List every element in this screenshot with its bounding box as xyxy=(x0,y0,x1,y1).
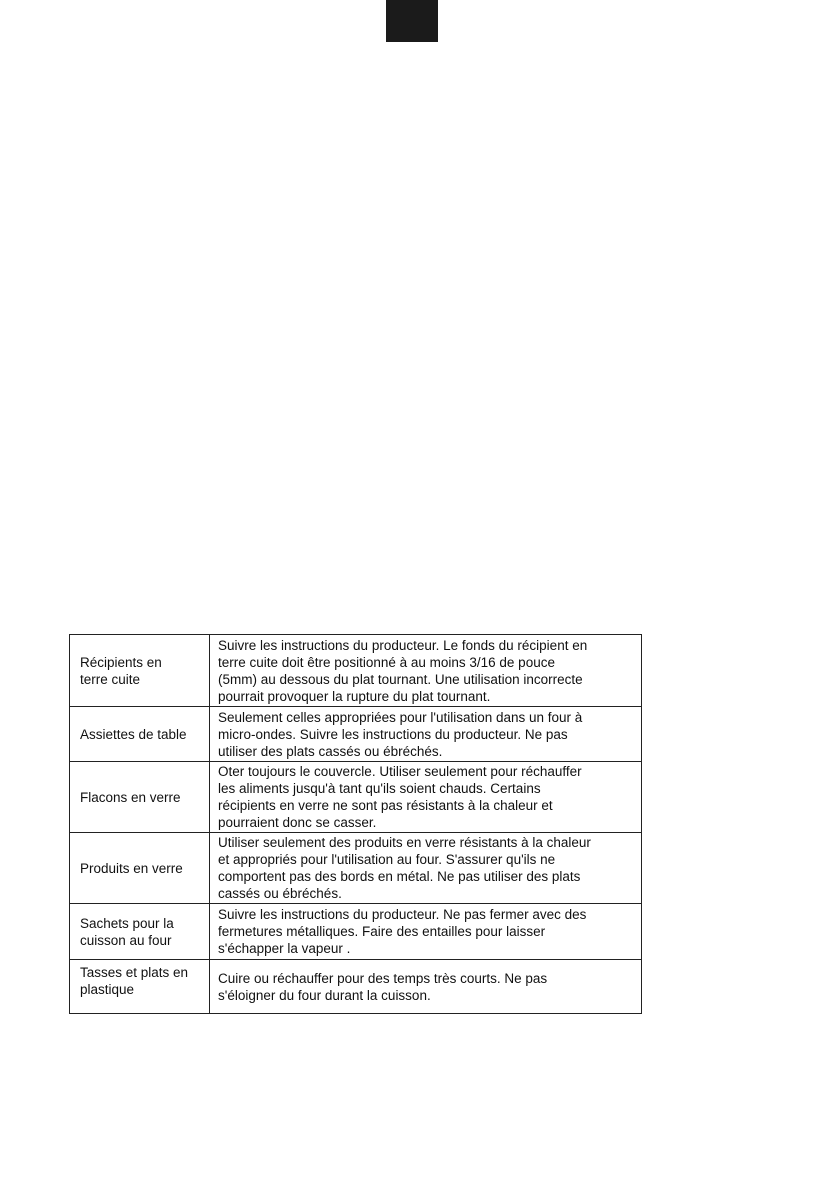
table-row xyxy=(70,707,642,762)
table-row xyxy=(70,960,642,1014)
cookware-table-container xyxy=(69,634,641,1014)
instructions-cell: Seulement celles appropriées pour l'utilisation dans un four à micro-ondes. Suivre les instructions du producteur. Ne pas utiliser des plats cassés ou ébréchés. xyxy=(210,707,642,762)
instructions-cell: Utiliser seulement des produits en verre résistants à la chaleur et appropriés pour l'utilisation au four. S'assurer qu'ils ne comportent pas des bords en métal. Ne pas utiliser des plats cassés ou ébréchés. xyxy=(210,833,642,904)
material-cell: Produits en verre xyxy=(70,833,210,904)
page-tab-marker xyxy=(386,0,438,42)
table-row xyxy=(70,904,642,960)
instructions-cell: Cuire ou réchauffer pour des temps très courts. Ne pas s'éloigner du four durant la cuisson. xyxy=(210,960,642,1014)
table-row xyxy=(70,635,642,707)
instructions-cell: Oter toujours le couvercle. Utiliser seulement pour réchauffer les aliments jusqu'à tant qu'ils soient chauds. Certains récipients en verre ne sont pas résistants à la chaleur et pourraient donc se casser. xyxy=(210,762,642,833)
table-row xyxy=(70,833,642,904)
table-row xyxy=(70,762,642,833)
instructions-cell: Suivre les instructions du producteur. Le fonds du récipient en terre cuite doit être positionné à au moins 3/16 de pouce (5mm) au dessous du plat tournant. Une utilisation incorrecte pourrait provoquer la rupture du plat tournant. xyxy=(210,635,642,707)
material-cell: Assiettes de table xyxy=(70,707,210,762)
instructions-cell: Suivre les instructions du producteur. Ne pas fermer avec des fermetures métalliques. Faire des entailles pour laisser s'échapper la vapeur . xyxy=(210,904,642,960)
material-cell: Sachets pour la cuisson au four xyxy=(70,904,210,960)
material-cell: Tasses et plats en plastique xyxy=(70,960,210,1014)
cookware-table xyxy=(69,634,642,1014)
material-cell: Récipients en terre cuite xyxy=(70,635,210,707)
material-cell: Flacons en verre xyxy=(70,762,210,833)
